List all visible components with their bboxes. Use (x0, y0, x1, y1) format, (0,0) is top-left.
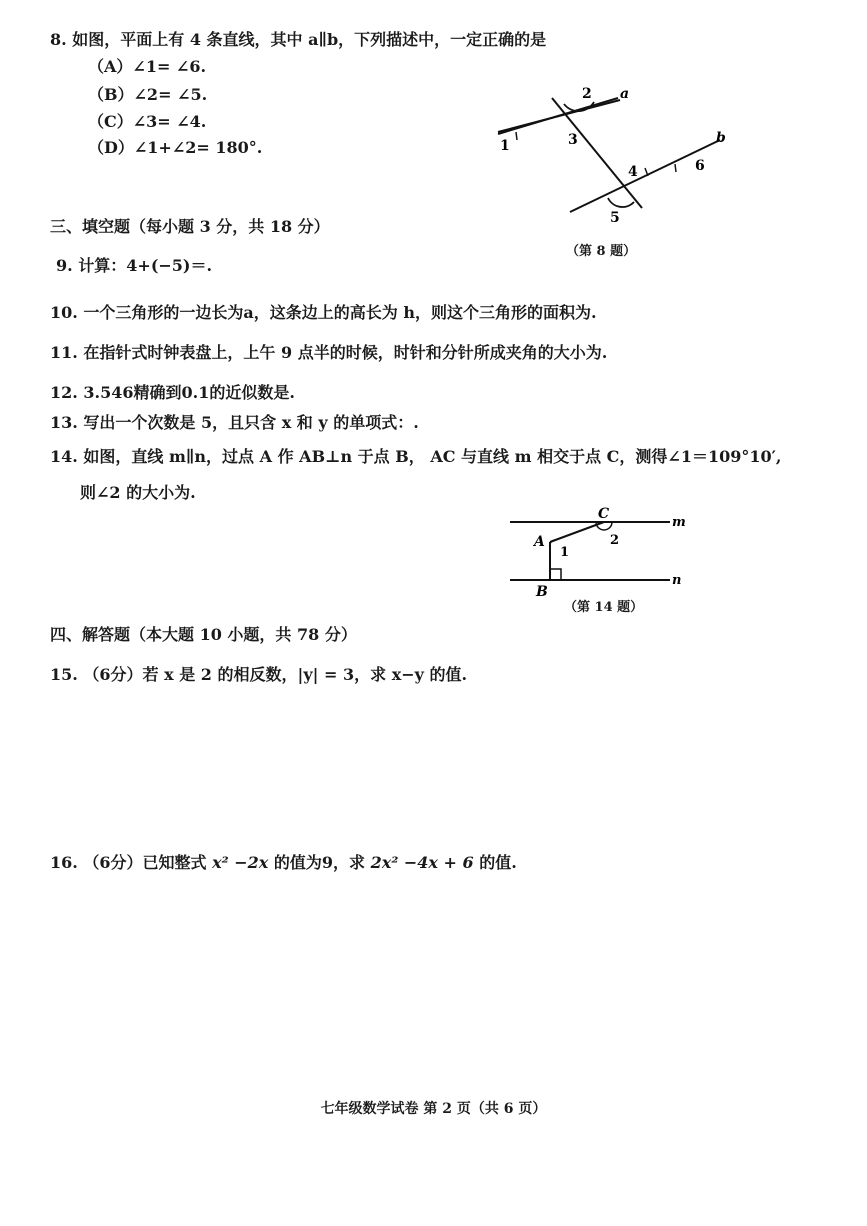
q16-text-1: （6分）已知整式 (83, 853, 207, 872)
page-footer: 七年级数学试卷 第 2 页（共 6 页） (320, 1101, 547, 1117)
q14-line-2 (80, 482, 196, 504)
q8-label-3: 3 (568, 132, 578, 148)
q14-label-b: B (536, 584, 548, 600)
q8-stem (50, 29, 546, 51)
q12-number: 12. (50, 383, 78, 402)
q13 (50, 412, 419, 434)
q14-label-1: 1 (560, 545, 570, 560)
q8-arc-5 (608, 198, 634, 207)
q8-figure (490, 80, 730, 230)
q16-text-2: 的值为9，求 (273, 853, 366, 872)
q9 (56, 255, 212, 277)
q15-text: （6分）若 x 是 2 的相反数，|y| = 3，求 x−y 的值. (83, 665, 468, 684)
q14-text-2: 则∠2 的大小为 (80, 483, 191, 502)
q8-option-d: （D）∠1+∠2= 180°. (88, 138, 263, 157)
q8-option-a: （A）∠1= ∠6. (88, 57, 207, 76)
q14-end: . (190, 483, 196, 502)
q14-label-a: A (534, 534, 545, 550)
q8-label-b: b (716, 130, 726, 146)
q14-caption: （第 14 题） (564, 600, 644, 615)
q8-transversal-1 (552, 98, 642, 208)
q8-label-6: 6 (695, 158, 705, 174)
q8-line-b (570, 140, 720, 212)
q14-figure (500, 500, 700, 600)
q14-label-n: n (672, 573, 682, 588)
q15-number: 15. (50, 665, 78, 684)
q8-label-a: a (620, 86, 630, 102)
q10-number: 10. (50, 303, 78, 322)
q9-text: 计算：4+(−5)＝ (78, 256, 207, 275)
q16-number: 16. (50, 853, 78, 872)
q15 (50, 664, 467, 686)
q11-number: 11. (50, 343, 78, 362)
q10-end: . (591, 303, 597, 322)
q11-text: 在指针式时钟表盘上，上午 9 点半的时候，时针和分针所成夹角的大小为 (83, 343, 602, 362)
q13-number: 13. (50, 413, 78, 432)
q14-line-1 (50, 446, 781, 468)
q8-label-5: 5 (610, 210, 620, 226)
q8-option-c: （C）∠3= ∠4. (88, 112, 207, 131)
q8-caption: （第 8 题） (566, 244, 637, 259)
q16-expression-1: x² −2x (212, 853, 269, 872)
q12-text: 3.546精确到0.1的近似数是 (83, 383, 290, 402)
q11-end: . (601, 343, 608, 362)
q14-label-2: 2 (610, 533, 620, 548)
q14-label-m: m (672, 515, 686, 530)
q14-number: 14. (50, 447, 78, 466)
q12-end: . (289, 383, 295, 402)
q16 (50, 852, 517, 874)
q16-expression-2: 2x² −4x + 6 (370, 853, 474, 872)
q13-text: 写出一个次数是 5，且只含 x 和 y 的单项式： (83, 413, 414, 432)
q8-line-a (498, 98, 618, 134)
q14-label-c: C (598, 506, 610, 522)
q8-label-1: 1 (500, 138, 510, 154)
q13-end: . (413, 413, 419, 432)
q14-text: 如图，直线 m∥n，过点 A 作 AB⊥n 于点 B， AC 与直线 m 相交于点 C，测得∠1＝109°10′, (83, 447, 782, 466)
q8-label-4: 4 (628, 164, 638, 180)
section-3-heading: 三、填空题（每小题 3 分，共 18 分） (50, 217, 330, 236)
q8-option-b: （B）∠2= ∠5. (88, 85, 208, 104)
section-4-heading: 四、解答题（本大题 10 小题，共 78 分） (50, 625, 357, 644)
q9-number: 9. (56, 256, 73, 275)
q12 (50, 382, 295, 404)
q14-right-angle-mark (550, 569, 561, 580)
q9-end: . (206, 256, 213, 275)
q16-text-3: 的值. (479, 853, 517, 872)
q8-text: 如图，平面上有 4 条直线，其中 a∥b，下列描述中，一定正确的是 (72, 30, 547, 49)
q11 (50, 342, 607, 364)
q8-number: 8. (50, 30, 67, 49)
q8-label-2: 2 (582, 86, 592, 102)
q10-text: 一个三角形的一边长为a，这条边上的高长为 h，则这个三角形的面积为 (83, 303, 591, 322)
q10 (50, 302, 597, 324)
